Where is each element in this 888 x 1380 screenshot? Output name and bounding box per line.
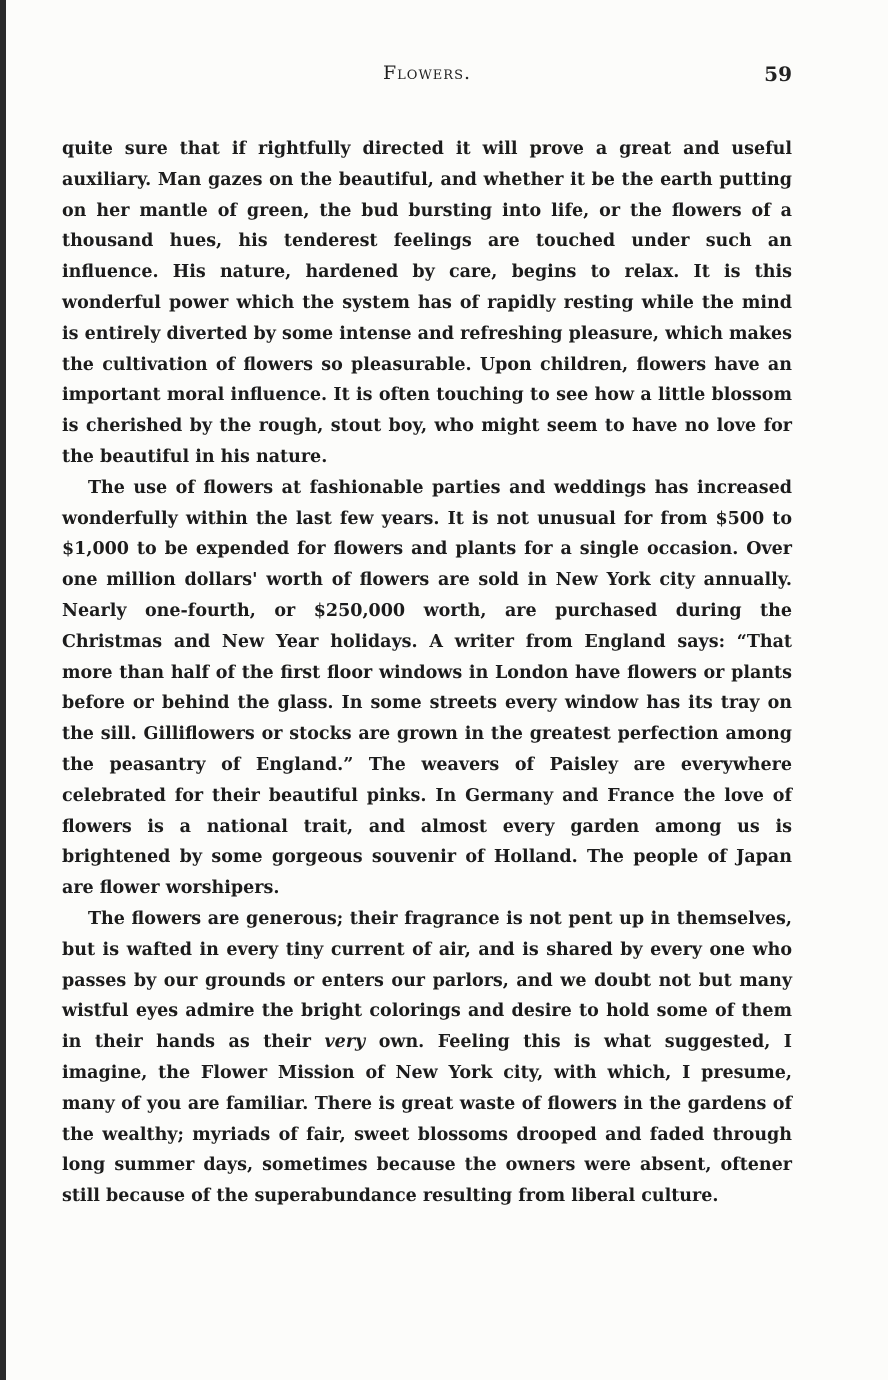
- page-number: 59: [764, 62, 792, 86]
- running-head: [62, 62, 792, 92]
- emphasis-very: very: [324, 1032, 366, 1053]
- paragraph-3-part-1: The flowers are generous; their fragrance is not pent up in themselves, but is wafted in every tiny current of air, and is shared by every one who passes by our grounds or enters our parlors, and we doubt not but many wistful eyes admire the bright colorings and desire to hold some of them in their hands as their: [62, 908, 792, 1053]
- paragraph-1: quite sure that if rightfully directed it will prove a great and useful auxiliary. Man gazes on the beautiful, and whether it be the earth putting on her mantle of green, the bud bursting into life, or the flowers of a thousand hues, his tenderest feelings are touched under such an influence. His nature, hardened by care, begins to relax. It is this wonderful power which the system has of rapidly resting while the mind is entirely diverted by some intense and refreshing pleasure, which makes the cultivation of flowers so pleasurable. Upon children, flowers have an important moral influence. It is often touching to see how a little blossom is cherished by the rough, stout boy, who might seem to have no love for the beautiful in his nature.: [62, 139, 792, 467]
- running-title: Flowers.: [382, 62, 472, 84]
- page-edge: [0, 0, 6, 1380]
- paragraph-3-part-2: own. Feeling this is what suggested, I imagine, the Flower Mission of New York city, with which, I presume, many of you are familiar. There is great waste of flowers in the gardens of the wealthy; myriads of fair, sweet blossoms drooped and faded through long summer days, sometimes because the owners were absent, oftener still because of the superabundance resulting from liberal culture.: [62, 1032, 792, 1207]
- paragraph-3: [62, 904, 792, 1212]
- body-text: [62, 134, 792, 1212]
- paragraph-2: The use of flowers at fashionable parties and weddings has increased wonderfully within the last few years. It is not unusual for from $500 to $1,000 to be expended for flowers and plants for a single occasion. Over one million dollars' worth of flowers are sold in New York city annually. Nearly one-fourth, or $250,000 worth, are purchased during the Christmas and New Year holidays. A writer from England says: “That more than half of the first floor windows in London have flowers or plants before or behind the glass. In some streets every window has its tray on the sill. Gilliflowers or stocks are grown in the greatest perfection among the peasantry of England.” The weavers of Paisley are everywhere celebrated for their beautiful pinks. In Germany and France the love of flowers is a national trait, and almost every garden among us is brightened by some gorgeous souvenir of Holland. The people of Japan are flower worshipers.: [62, 477, 792, 899]
